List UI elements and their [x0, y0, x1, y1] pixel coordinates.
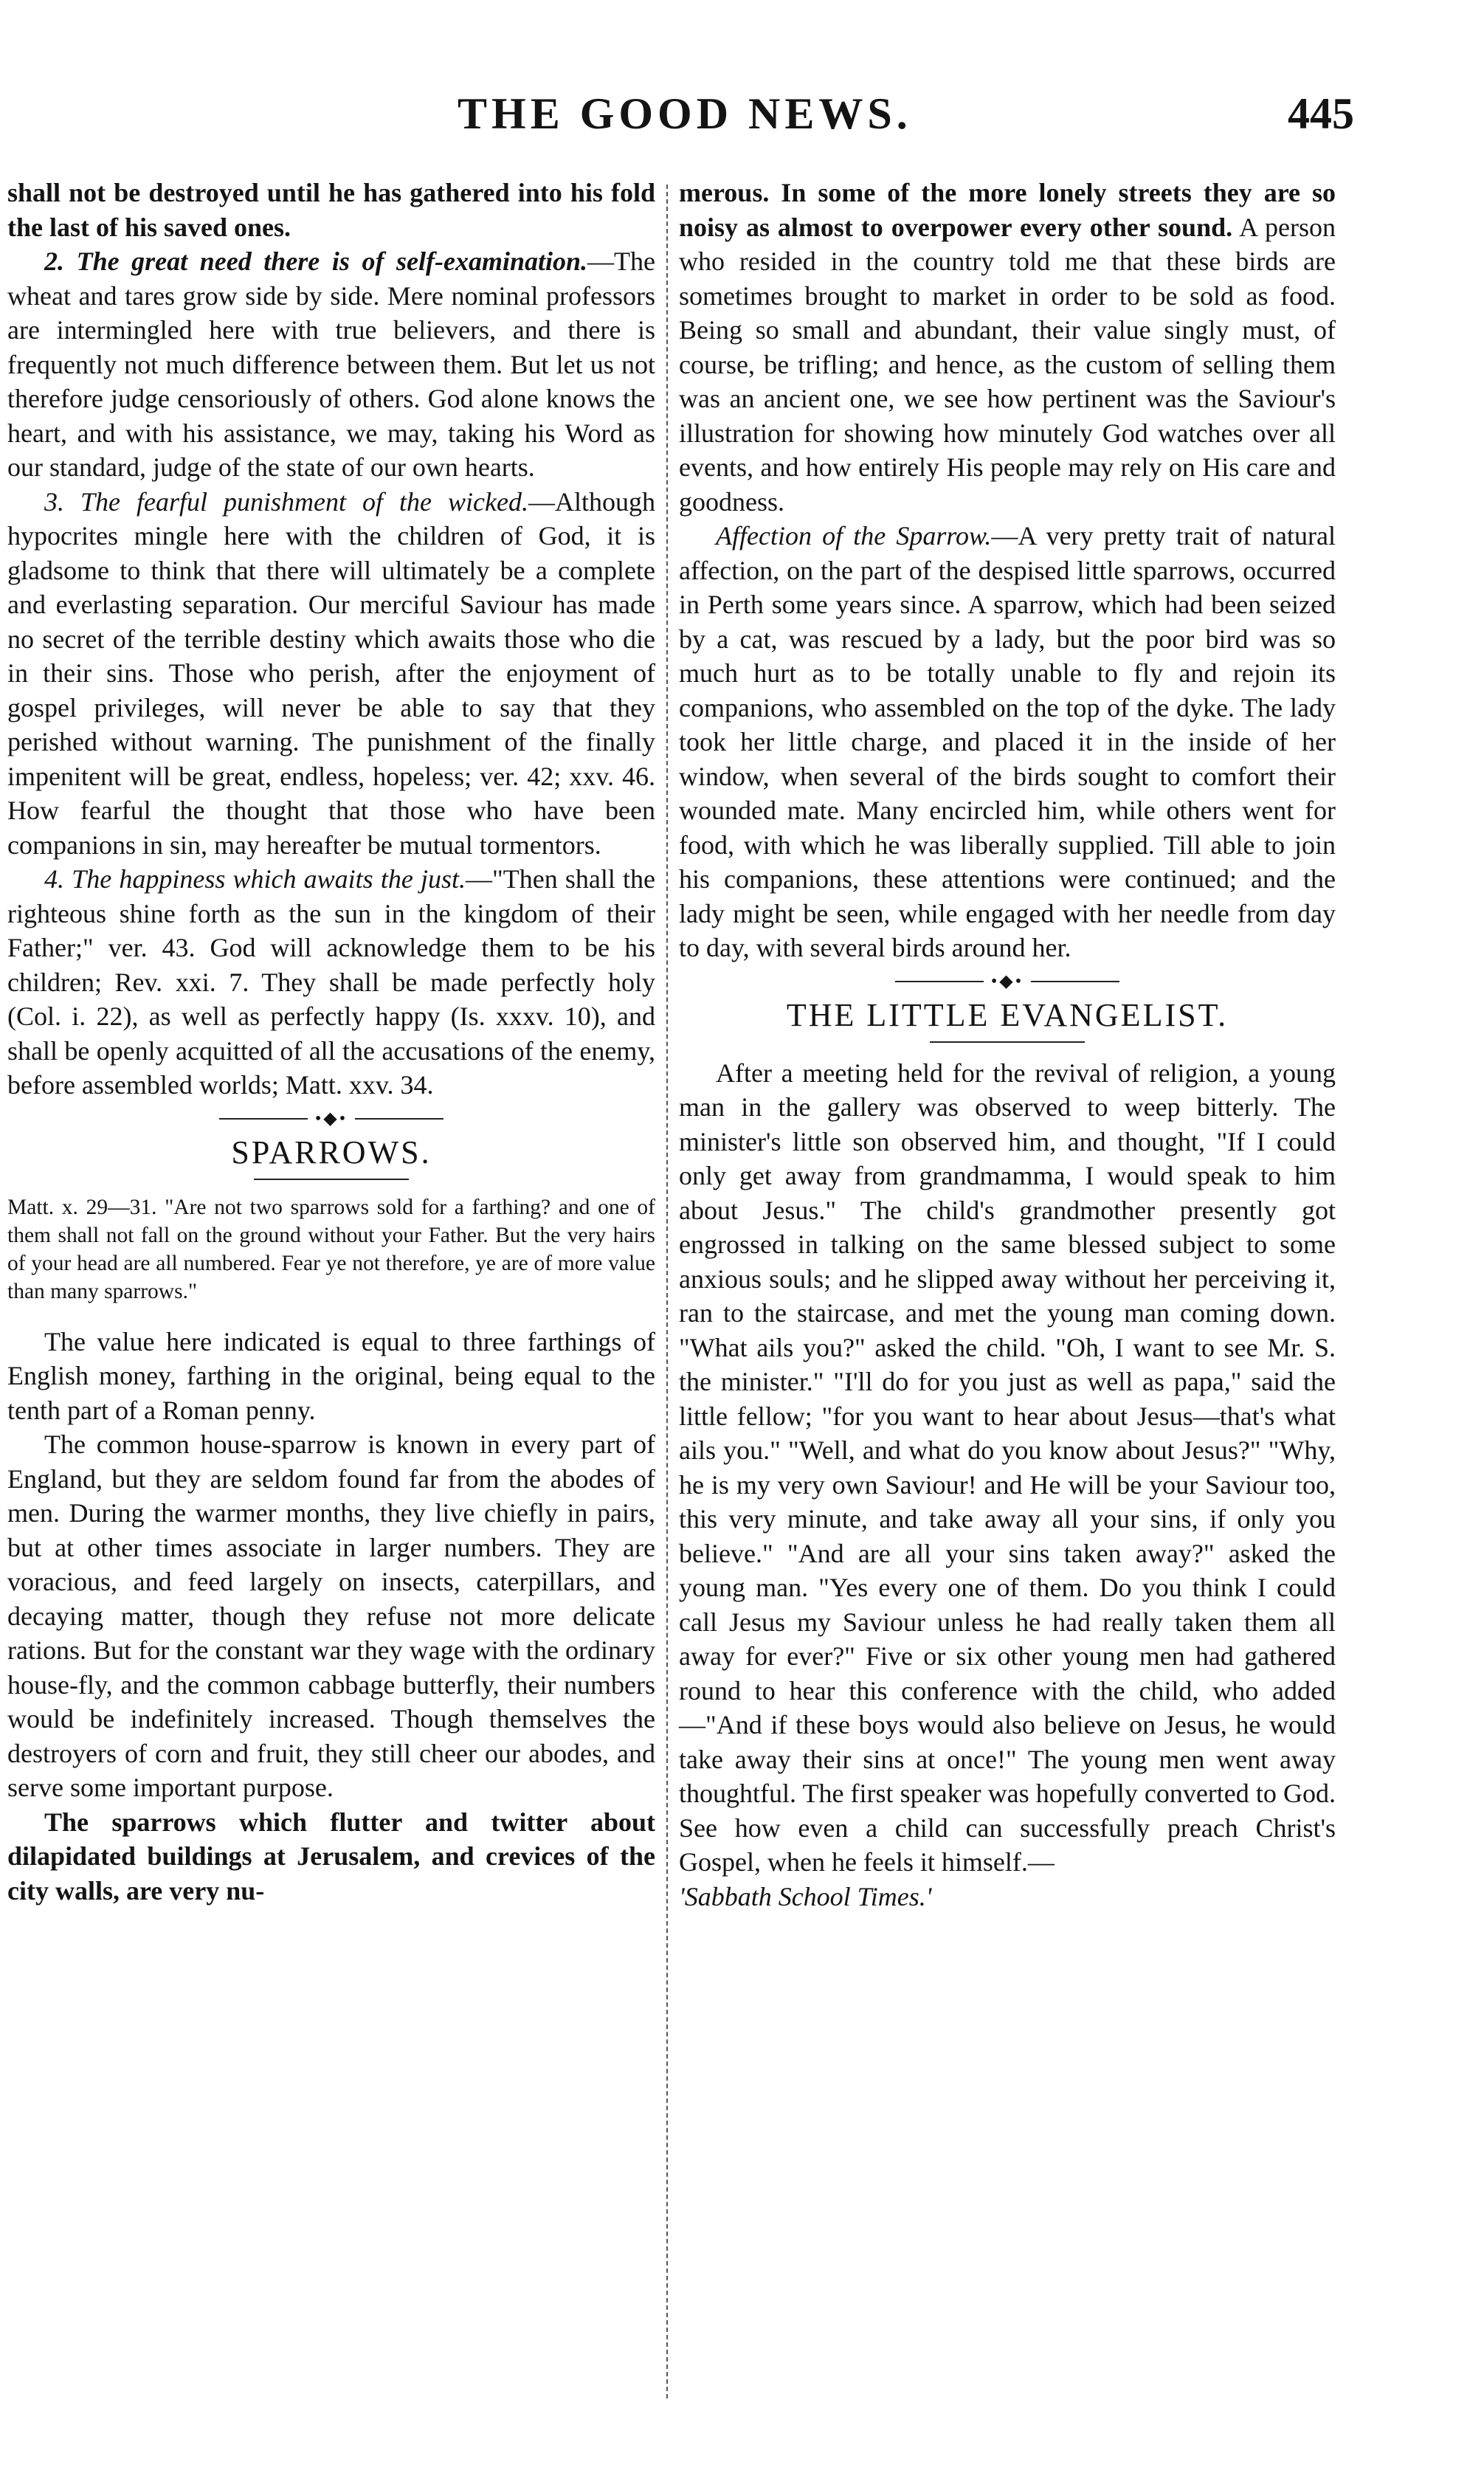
running-head	[0, 0, 1484, 155]
divider-line	[355, 1118, 444, 1120]
sparrows-scripture-quote: Matt. x. 29—31. "Are not two sparrows sold for a farthing? and one of them shall not fall on the ground without your Father. But the very hairs of your head are all numbered. Fear ye not therefore, ye are of more value than many sparrows."	[7, 1195, 655, 1303]
point-3-text: —Although hypocrites mingle here with the children of God, it is gladsome to think that there will ultimately be a complete and everlasting separation. Our merciful Saviour has made no secret of the terrible destiny which awaits those who die in their sins. Those who perish, after the enjoyment of gospel privileges, will never be able to say that they perished without warning. The punishment of the finally impenitent will be great, endless, hopeless; ver. 42; xxv. 46. How fearful the thought that those who have been companions in sin, may hereafter be mutual tormentors.	[7, 486, 655, 860]
continued-paragraph: shall not be destroyed until he has gathered into his fold the last of his saved ones.	[7, 178, 655, 242]
point-3-paragraph	[7, 485, 655, 863]
section-divider	[679, 971, 1336, 991]
sparrows-continued-paragraph	[679, 176, 1336, 519]
right-column	[679, 176, 1336, 1914]
divider-ornament: •◆•	[314, 1108, 348, 1128]
title-underline	[930, 1041, 1085, 1043]
point-2-paragraph	[7, 244, 655, 485]
continued-text: A person who resided in the country told me that these birds are sometimes brought to market in order to be sold as food. Being so small and abundant, their value singly must, of course, be trifling; and hence, as the custom of selling them was an ancient one, we see how pertinent was the Saviour's illustration for showing how minutely God watches over all events, and how entirely His people may rely on His care and goodness.	[679, 212, 1336, 517]
point-4-paragraph	[7, 862, 655, 1103]
page-title: THE GOOD NEWS.	[458, 89, 912, 138]
title-underline	[254, 1179, 409, 1180]
page-number: 445	[1288, 89, 1354, 138]
sparrows-paragraph-1: The value here indicated is equal to three farthings of English money, farthing in the original, being equal to the tenth part of a Roman penny.	[7, 1326, 655, 1425]
affection-paragraph	[679, 519, 1336, 965]
point-2-text: —The wheat and tares grow side by side. Mere nominal professors are intermingled here with true believers, and there is frequently not much difference between them. But let us not therefore judge censoriously of others. God alone knows the heart, and with his assistance, we may, taking his Word as our standard, judge of the state of our own hearts.	[7, 246, 655, 482]
affection-text: —A very pretty trait of natural affection, on the part of the despised little sparrows, occurred in Perth some years since. A sparrow, which had been seized by a cat, was rescued by a lady, but the poor bird was so much hurt as to be totally unable to fly and rejoin its companions, who assembled on the top of the dyke. The lady took her little charge, and placed it in the inside of her window, when several of the birds sought to comfort their wounded mate. Many encircled him, while others went for food, with which he was liberally supplied. Till able to join his companions, these attentions were continued; and the lady might be seen, while engaged with her needle from day to day, with several birds around her.	[679, 521, 1336, 962]
point-4-text: —"Then shall the righteous shine forth as the sun in the kingdom of their Father;" ver. 43. God will acknowledge them to be his children; Rev. xxi. 7. They shall be made perfectly holy (Col. i. 22), as well as perfectly happy (Is. xxxv. 10), and shall be openly acquitted of all the accusations of the enemy, before assembled worlds; Matt. xxv. 34.	[7, 864, 656, 1100]
affection-heading: Affection of the Sparrow.	[716, 521, 992, 551]
divider-line	[219, 1118, 308, 1120]
divider-line	[1031, 981, 1119, 982]
column-divider	[666, 184, 668, 2398]
divider-line	[895, 981, 984, 982]
point-2-heading: 2. The great need there is of self-examination.	[44, 246, 588, 276]
sparrows-paragraph-2: The common house-sparrow is known in every part of England, but they are seldom found far from the abodes of men. During the warmer months, they live chiefly in pairs, but at other times associate in larger numbers. They are voracious, and feed largely on insects, caterpillars, and decaying matter, though they refuse not more delicate rations. But for the constant war they wage with the ordinary house-fly, and the common cabbage butterfly, their numbers would be indefinitely increased. Though themselves the destroyers of corn and fruit, they still cheer our abodes, and serve some important purpose.	[7, 1429, 655, 1802]
source-attribution: 'Sabbath School Times.'	[679, 1881, 932, 1911]
divider-ornament: •◆•	[990, 971, 1024, 991]
sparrows-title: SPARROWS.	[231, 1134, 432, 1170]
point-4-heading: 4. The happiness which awaits the just.	[44, 864, 466, 894]
left-column	[7, 176, 655, 1908]
continued-bold-text: merous. In some of the more lonely streets they are so noisy as almost to overpower every other sound.	[679, 178, 1336, 242]
point-3-heading: 3. The fearful punishment of the wicked.	[44, 486, 528, 517]
section-divider	[7, 1108, 655, 1128]
evangelist-title: THE LITTLE EVANGELIST.	[786, 996, 1229, 1033]
sparrows-paragraph-3: The sparrows which flutter and twitter about dilapidated buildings at Jerusalem, and crevices of the city walls, are very nu-	[7, 1807, 655, 1906]
evangelist-paragraph: After a meeting held for the revival of religion, a young man in the gallery was observed to weep bitterly. The minister's little son observed him, and thought, "If I could only get away from grandmamma, I would speak to him about Jesus." The child's grandmother presently got engrossed in talking on the same blessed subject to some anxious souls; and he slipped away without her perceiving it, ran to the staircase, and met the young man coming down. "What ails you?" asked the child. "Oh, I want to see Mr. S. the minister." "I'll do for you just as well as papa," said the little fellow; "for you want to hear about Jesus—that's what ails you." "Well, and what do you know about Jesus?" "Why, he is my very own Saviour! and He will be your Saviour too, this very minute, and take away all your sins, if only you believe." "And are all your sins taken away?" asked the young man. "Yes every one of them. Do you think I could call Jesus my Saviour unless he had really taken them all away for ever?" Five or six other young men had gathered round to hear this conference with the child, who added—"And if these boys would also believe on Jesus, he would take away their sins at once!" The young men went away thoughtful. The first speaker was hopefully converted to God. See how even a child can successfully preach Christ's Gospel, when he feels it himself.—	[679, 1058, 1336, 1877]
